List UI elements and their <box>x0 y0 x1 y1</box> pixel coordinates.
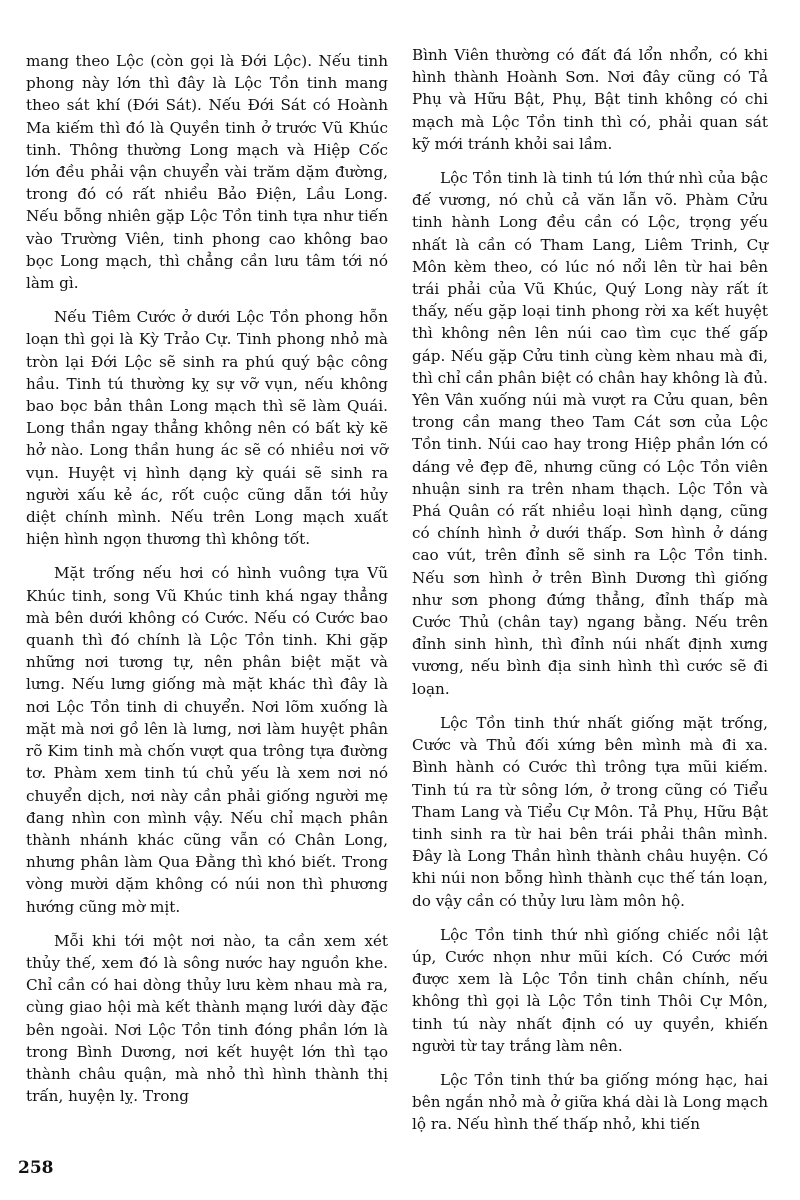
page-number: 258 <box>18 1158 54 1178</box>
paragraph: Mặt trống nếu hơi có hình vuông tựa Vũ Khúc tinh, song Vũ Khúc tinh khá ngay thẳng mà bên dưới không có Cước. Nếu có Cước bao quanh thì đó chính là Lộc Tồn tinh. Khi gặp những nơi tương tự, nên phân biệt mặt và lưng. Nếu lưng giống mà mặt khác thì đây là nơi Lộc Tồn tinh di chuyển. Nơi lõm xuống là mặt mà nơi gồ lên là lưng, nơi làm huyệt phân rõ Kim tinh mà chốn vượt qua trông tựa đường tơ. Phàm xem tinh tú chủ yếu là xem nơi nó chuyển dịch, nơi này cần phải giống người mẹ đang nhìn con mình vậy. Nếu chỉ mạch phân thành nhánh khác cũng vẫn có Chân Long, nhưng phân làm Qua Đằng thì khó biết. Trong vòng mười dặm không có núi non thì phương hướng cũng mờ mịt. <box>26 564 388 916</box>
paragraph: Lộc Tồn tinh thứ ba giống móng hạc, hai bên ngắn nhỏ mà ở giữa khá dài là Long mạch lộ ra. Nếu hình thế thấp nhỏ, khi tiến <box>412 1070 768 1134</box>
paragraph: Lộc Tồn tinh thứ nhất giống mặt trống, Cước và Thủ đối xứng bên mình mà đi xa. Bình hành có Cước thì trông tựa mũi kiếm. Tinh tú ra từ sông lớn, ở trong cũng có Tiểu Tham Lang và Tiểu Cự Môn. Tả Phụ, Hữu Bật tinh sinh ra từ hai bên trái phải thân mình. Đây là Long Thần hình thành châu huyện. Có khi núi non bỗng hình thành cục thế tán loạn, do vậy cần có thủy lưu làm môn hộ. <box>412 713 768 910</box>
paragraph: Nếu Tiêm Cước ở dưới Lộc Tồn phong hỗn loạn thì gọi là Kỳ Trảo Cự. Tinh phong nhỏ mà tròn lại Đới Lộc sẽ sinh ra phú quý bậc công hầu. Tinh tú thường kỵ sự vỡ vụn, nếu không bao bọc bản thân Long mạch thì sẽ làm Quái. Long thần ngay thẳng không nên có bất kỳ kẽ hở nào. Long thần hung ác sẽ có nhiều nơi vỡ vụn. Huyệt vị hình dạng kỳ quái sẽ sinh ra người xấu kẻ ác, rốt cuộc cũng dẫn tới hủy diệt chính mình. Nếu trên Long mạch xuất hiện hình ngọn thương thì không tốt. <box>26 308 388 549</box>
paragraph: Lộc Tồn tinh là tinh tú lớn thứ nhì của bậc đế vương, nó chủ cả văn lẫn võ. Phàm Cửu tinh hành Long đều cần có Lộc, trọng yếu nhất là cần có Tham Lang, Liêm Trinh, Cự Môn kèm theo, có lúc nó nổi lên từ hai bên trái phải của Vũ Khúc, Quý Long này rất ít thấy, nếu gặp loại tinh phong rời xa kết huyệt thì không nên lên núi cao tìm cục thế gấp gáp. Nếu gặp Cửu tinh cùng kèm nhau mà đi, thì chỉ cần phân biệt có chân hay không là đủ. Yên Vân xuống núi mà vượt ra Cửu quan, bên trong cần mang theo Tam Cát sơn của Lộc Tồn tinh. Núi cao hay trong Hiệp phần lớn có dáng vẻ đẹp đẽ, nhưng cũng có Lộc Tồn viên nhuận sinh ra trên nham thạch. Lộc Tồn và Phá Quân có rất nhiều loại hình dạng, cũng có chính hình ở dưới thấp. Sơn hình ở dáng cao vút, trên đỉnh sẽ sinh ra Lộc Tồn tinh. Nếu sơn hình ở trên Bình Dương thì giống như sơn phong đứng thẳng, đỉnh thấp mà Cước Thủ (chân tay) ngang bằng. Nếu trên đỉnh sinh hình, thì đỉnh núi nhất định xưng vương, nếu bình địa sinh hình thì cước sẽ đi loạn. <box>412 169 768 698</box>
right-column <box>412 44 768 1148</box>
left-column <box>26 50 388 1119</box>
paragraph: Mỗi khi tới một nơi nào, ta cần xem xét thủy thế, xem đó là sông nước hay nguồn khe. Chỉ cần có hai dòng thủy lưu kèm nhau mà ra, cùng giao hội mà kết thành mạng lưới dày đặc bên ngoài. Nơi Lộc Tồn tinh đóng phần lớn là trong Bình Dương, nơi kết huyệt lớn thì tạo thành châu quận, mà nhỏ thì hình thành thị trấn, huyện lỵ. Trong <box>26 931 388 1106</box>
paragraph: Lộc Tồn tinh thứ nhì giống chiếc nồi lật úp, Cước nhọn như mũi kích. Có Cước mới được xem là Lộc Tồn tinh chân chính, nếu không thì gọi là Lộc Tồn tinh Thôi Cự Môn, tinh tú này nhất định có uy quyền, khiến người từ tay trắng làm nên. <box>412 925 768 1055</box>
paragraph: Bình Viên thường có đất đá lổn nhổn, có khi hình thành Hoành Sơn. Nơi đây cũng có Tả Phụ và Hữu Bật, Phụ, Bật tinh không có chi mạch mà Lộc Tồn tinh thì có, phải quan sát kỹ mới tránh khỏi sai lầm. <box>412 46 768 153</box>
paragraph: mang theo Lộc (còn gọi là Đới Lộc). Nếu tinh phong này lớn thì đây là Lộc Tồn tinh mang theo sát khí (Đới Sát). Nếu Đới Sát có Hoành Ma kiếm thì đó là Quyền tinh ở trước Vũ Khúc tinh. Thông thường Long mạch và Hiệp Cốc lớn đều phải vận chuyển vài trăm dặm đường, trong đó có rất nhiều Bảo Điện, Lầu Long. Nếu bỗng nhiên gặp Lộc Tồn tinh tựa như tiến vào Trường Viên, tinh phong cao không bao bọc Long mạch, thì chẳng cần lưu tâm tới nó làm gì. <box>26 52 388 293</box>
